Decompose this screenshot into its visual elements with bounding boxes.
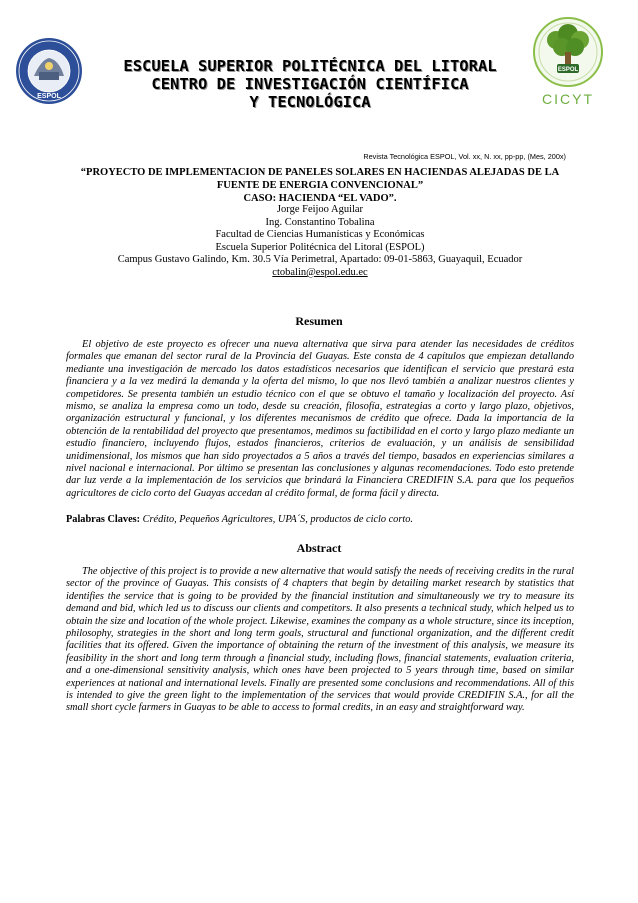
- title-line-1: “PROYECTO DE IMPLEMENTACION DE PANELES SOLARES EN HACIENDAS ALEJADAS DE LA: [80, 167, 560, 178]
- school: Escuela Superior Politécnica del Litoral (ESPOL): [215, 241, 425, 253]
- cicyt-inner-label: ESPOL: [557, 67, 579, 73]
- keywords-label: Palabras Claves:: [66, 514, 141, 525]
- author-2: Ing. Constantino Tobalina: [265, 216, 375, 228]
- faculty: Facultad de Ciencias Humanísticas y Económicas: [215, 229, 425, 241]
- center-name: CENTRO DE INVESTIGACIÓN CIENTÍFICA: [151, 75, 469, 93]
- paper-title: [66, 166, 574, 205]
- keywords-text: Crédito, Pequeños Agricultores, UPA´S, productos de ciclo corto.: [142, 514, 413, 525]
- email-link[interactable]: ctobalin@espol.edu.ec: [272, 266, 368, 278]
- center-name-line2: Y TECNOLÓGICA: [249, 93, 371, 111]
- resumen-heading: Resumen: [295, 314, 343, 328]
- title-line-2: FUENTE DE ENERGIA CONVENCIONAL”: [216, 180, 424, 191]
- title-line-3: CASO: HACIENDA “EL VADO”.: [243, 193, 397, 204]
- cicyt-tree-logo-icon: [526, 14, 610, 110]
- address: Campus Gustavo Galindo, Km. 30.5 Vía Perimetral, Apartado: 09-01-5863, Guayaquil, Ecuador: [117, 254, 523, 266]
- abstract-text: The objective of this project is to provide a new alternative that would satisfy the needs of receiving credits in the rural sector of the province of Guayas. This consists of 4 chapters that begin by detailing market research by statistics that identifies the service that is going to be provided by the financial institution and simultaneously we try to measure its demand and bid, which led us to discuss our clients and competitors. It also presents a technical study, which helped us to obtain the size and location of the whole project. Likewise, examines the company as a whole structure, since its inception, philosophy, strategies in the short and long term goals, structural and functional organization, and the different credit facilities that its offered. Given the importance of obtaining the return of the investment of this analysis, we measure its feasibility in the short and long term through a financial study, including flows, financial statements, evaluation criteria, and a one-dimensional sensitivity analysis, which ones have been projected to 5 years through time, based on similar experiences at national and international levels. Finally are presented some conclusions and recommendations. All of this is intended to give the green light to the implementation of the services that would provide CREDIFIN S.A., for all the small short cycle farmers in Guayas to be able to access to formal credits, in an easy and straightforward way.: [66, 566, 575, 714]
- cicyt-label: CICYT: [542, 91, 594, 107]
- journal-reference: Revista Tecnológica ESPOL, Vol. xx, N. xx, pp-pp, (Mes, 200x): [363, 152, 566, 161]
- keywords: [66, 514, 574, 526]
- institution-name: ESCUELA SUPERIOR POLITÉCNICA DEL LITORAL: [123, 57, 497, 75]
- espol-seal-icon: [14, 36, 84, 106]
- resumen-text: El objetivo de este proyecto es ofrecer una nueva alternativa que sirva para atender las necesidades de créditos formales que emanan del sector rural de la Provincia del Guayas. Este consta de 4 capítulos que empiezan detallando mediante una investigación de mercado los datos estadísticos necesarios que identifican el servicio que prestará esta financiera y a la vez medirá la demanda y la oferta del mismo, lo que nos llevó también a analizar nuestros clientes y competidores. Se presenta también un estudio técnico con el que se obtuvo el tamaño y localización del proyecto. Así mismo, se analiza la empresa como un todo, desde su creación, filosofía, estrategias a corto y largo plazo, objetivos, organización estructural y funcional, y los diferentes mecanismos de crédito que ofrece. Dada la importancia de la obtención de la rentabilidad del proyecto que presentamos, medimos su factibilidad en el corto y largo plazo mediante un estudio financiero, incluyendo flujos, estados financieros, criterios de evaluación, y un análisis de sensibilidad unidimensional, los mismos que han sido proyectados a 5 años a través del tiempo, basados en experiencias similares a nivel nacional e internacional. Por último se presentan las conclusiones y algunas recomendaciones. Todo esto pretende dar luz verde a la implementación de los servicios que brindará la Financiera CREDIFIN S.A. para que los pequeños agricultores de ciclo corto del Guayas accedan al crédito formal, de forma fácil y directa.: [66, 339, 574, 499]
- espol-seal-label: ESPOL: [37, 93, 61, 100]
- author-1: Jorge Feijoo Aguilar: [276, 204, 364, 215]
- abstract-heading: Abstract: [296, 541, 342, 555]
- author-block: [40, 204, 600, 280]
